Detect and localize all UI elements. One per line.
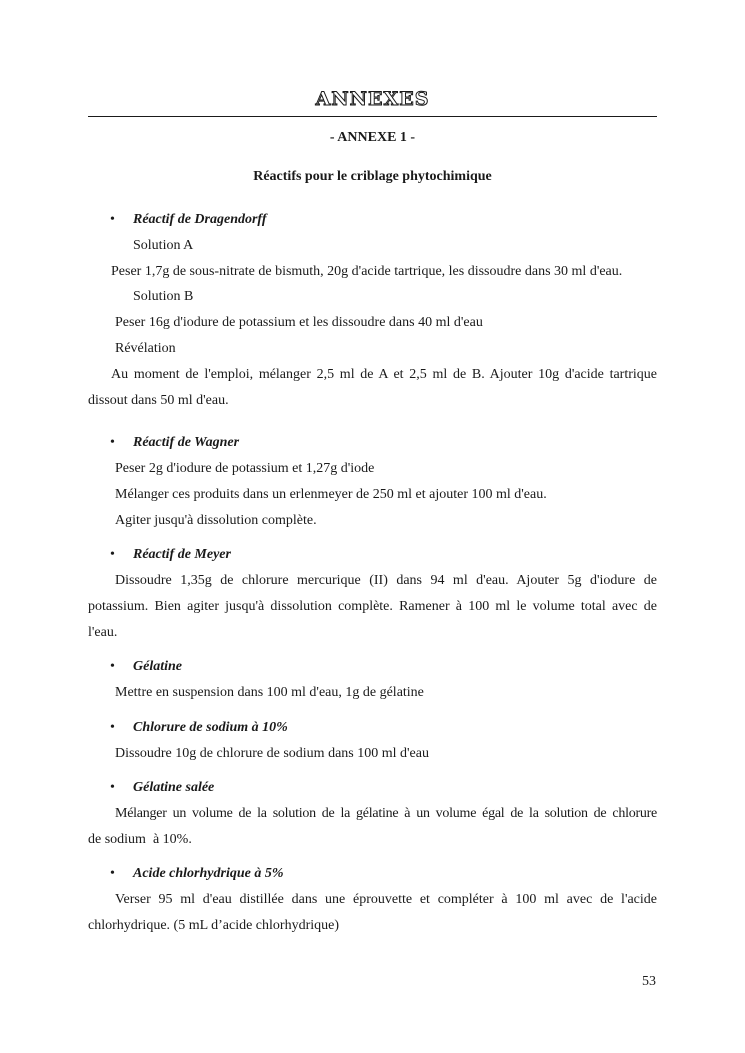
bullet-gelatine-salee: [110, 779, 214, 797]
bullet-icon: •: [110, 866, 115, 881]
paragraph-line: Dissoudre 10g de chlorure de sodium dans 100 ml d'eau: [115, 746, 429, 761]
paragraph-line: Solution B: [133, 289, 194, 304]
paragraph-line: Peser 2g d'iodure de potassium et 1,27g d'iode: [115, 461, 375, 476]
reagent-heading: Acide chlorhydrique à 5%: [133, 866, 284, 881]
paragraph-line: Peser 16g d'iodure de potassium et les dissoudre dans 40 ml d'eau: [115, 315, 483, 330]
header-divider: [88, 116, 657, 117]
bullet-icon: •: [110, 780, 115, 795]
page-number: 53: [642, 974, 656, 989]
bullet-icon: •: [110, 659, 115, 674]
page-header-title: ANNEXES: [315, 88, 430, 110]
reagent-heading: Gélatine: [133, 659, 182, 674]
bullet-wagner: [110, 434, 239, 452]
paragraph-line: Dissoudre 1,35g de chlorure mercurique (II) dans 94 ml d'eau. Ajouter 5g d'iodure de: [115, 573, 657, 588]
paragraph-line: Mélanger ces produits dans un erlenmeyer de 250 ml et ajouter 100 ml d'eau.: [115, 487, 547, 502]
reagent-heading: Réactif de Meyer: [133, 547, 231, 562]
bullet-icon: •: [110, 547, 115, 562]
paragraph-line: Mettre en suspension dans 100 ml d'eau, 1g de gélatine: [115, 685, 424, 700]
paragraph-line: chlorhydrique. (5 mL d’acide chlorhydrique): [88, 918, 340, 933]
paragraph-line: Agiter jusqu'à dissolution complète.: [115, 513, 317, 528]
bullet-nacl: [110, 719, 288, 737]
reagent-heading: Gélatine salée: [133, 780, 215, 795]
reagent-heading: Réactif de Wagner: [133, 435, 240, 450]
bullet-gelatine: [110, 658, 182, 676]
bullet-icon: •: [110, 720, 115, 735]
paragraph-line: potassium. Bien agiter jusqu'à dissolution complète. Ramener à 100 ml le volume total avec de: [88, 599, 657, 614]
reagent-heading: Réactif de Dragendorff: [133, 212, 267, 227]
reagent-heading: Chlorure de sodium à 10%: [133, 720, 288, 735]
paragraph-line: Peser 1,7g de sous-nitrate de bismuth, 20g d'acide tartrique, les dissoudre dans 30 ml d'eau.: [111, 264, 623, 279]
paragraph-line: de sodium à 10%.: [88, 832, 192, 847]
bullet-meyer: [110, 546, 231, 564]
paragraph-line: dissout dans 50 ml d'eau.: [88, 393, 229, 408]
bullet-icon: •: [110, 212, 115, 227]
annex-number: - ANNEXE 1 -: [329, 130, 416, 145]
bullet-icon: •: [110, 435, 115, 450]
bullet-hcl: [110, 865, 284, 883]
annex-subtitle: Réactifs pour le criblage phytochimique: [253, 169, 492, 184]
bullet-dragendorff: [110, 211, 267, 229]
paragraph-line: Au moment de l'emploi, mélanger 2,5 ml de A et 2,5 ml de B. Ajouter 10g d'acide tartrique: [111, 367, 657, 382]
paragraph-line: Mélanger un volume de la solution de la gélatine à un volume égal de la solution de chlorure: [115, 806, 657, 821]
paragraph-line: Révélation: [115, 341, 176, 356]
paragraph-line: l'eau.: [88, 625, 118, 640]
paragraph-line: Verser 95 ml d'eau distillée dans une éprouvette et compléter à 100 ml avec de l'acide: [115, 892, 657, 907]
paragraph-line: Solution A: [133, 238, 194, 253]
